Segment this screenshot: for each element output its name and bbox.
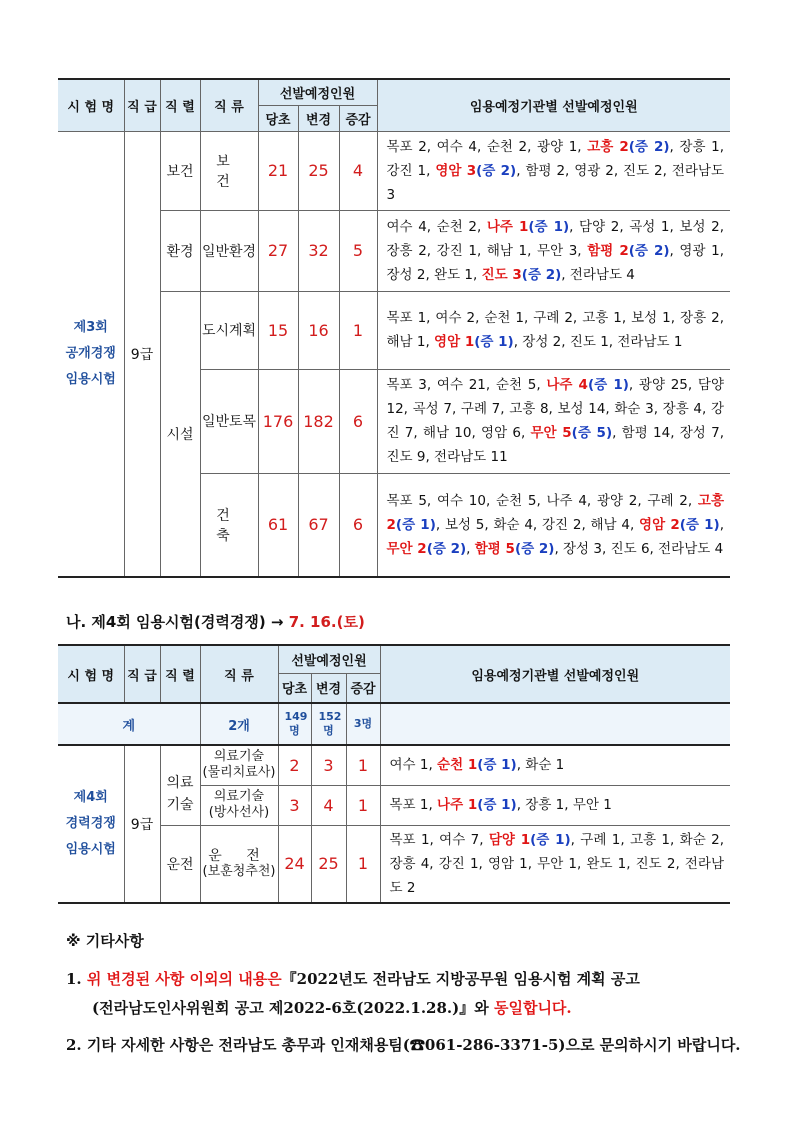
note-1-number: 1. (66, 970, 87, 988)
changed-cell: 4 (311, 785, 346, 825)
kind-line: 운 전 (208, 847, 270, 864)
header-kind: 직 류 (200, 79, 258, 131)
exam-name-line: 경력경쟁 (65, 816, 116, 831)
agency-text: , 구례 1, 고흥 1, 화순 2, 장흥 4, 강진 1, 영암 1, 무안 1, 완도 1, 진도 2, 전라남도 2 (389, 831, 724, 896)
agency-text: , 전라남도 4 (561, 266, 635, 283)
agency-text: , 보성 5, 화순 4, 강진 2, 해남 4, (435, 516, 640, 533)
changed-agency: 고흥 2 (587, 138, 629, 155)
changed-cell: 182 (298, 369, 339, 473)
increase-note: (증 1) (528, 218, 570, 235)
note-1-ref: 『2022년도 전라남도 지방공무원 임용시험 계획 공고 (281, 970, 640, 988)
changed-agency: 함평 2 (587, 242, 629, 259)
orig-cell: 2 (278, 745, 311, 785)
increase-note: (증 1) (679, 516, 720, 533)
header-detail: 임용예정기관별 선발예정인원 (377, 79, 730, 131)
changed-cell: 25 (311, 825, 346, 903)
increase-note: (증 1) (395, 516, 436, 533)
increase-note: (증 2) (628, 242, 670, 259)
agency-text: , 장흥 1, 강진 1, (386, 138, 724, 179)
total-label: 계 (58, 703, 200, 745)
increase-note: (증 2) (514, 540, 555, 557)
section-date: 7. 16.(토) (288, 613, 365, 631)
agency-text: 목포 2, 여수 4, 순천 2, 광양 1, (386, 138, 588, 155)
table-exam-4 (58, 644, 730, 904)
changed-cell: 67 (298, 473, 339, 577)
notes-section (66, 930, 756, 1060)
diff-cell: 5 (339, 210, 377, 291)
detail-cell (380, 825, 730, 903)
header-changed: 변경 (298, 105, 339, 131)
header-exam: 시 험 명 (58, 645, 124, 703)
series-cell (160, 745, 200, 825)
changed-cell: 32 (298, 210, 339, 291)
agency-text: 여수 4, 순천 2, (386, 218, 487, 235)
series-text-line: 의료기술 (166, 775, 194, 814)
agency-text: , 화순 1 (516, 757, 565, 774)
orig-cell: 27 (258, 210, 298, 291)
changed-cell: 3 (311, 745, 346, 785)
note-1-same: 동일합니다. (493, 999, 572, 1017)
total-diff: 3명 (346, 703, 380, 745)
grade-cell: 9급 (124, 131, 160, 577)
total-orig: 149명 (278, 703, 311, 745)
exam-name-line: 공개경쟁 (65, 345, 116, 361)
kind-cell (200, 785, 278, 825)
note-2: 2. 기타 자세한 사항은 전라남도 총무과 인재채용팀(☎061-286-3371-5)으로 문의하시기 바랍니다. (66, 1036, 741, 1054)
exam-name-cell (58, 745, 124, 903)
header-exam: 시 험 명 (58, 79, 124, 131)
note-1 (66, 965, 756, 994)
header-changed: 변경 (311, 673, 346, 703)
changed-agency: 담양 1 (488, 831, 531, 848)
changed-agency: 영암 1 (434, 334, 475, 350)
changed-agency: 진도 3 (481, 266, 522, 283)
note-1-cont (66, 994, 756, 1023)
agency-text: 목포 3, 여수 21, 순천 5, (386, 377, 547, 393)
orig-cell: 176 (258, 369, 298, 473)
header-planned: 선발예정인원 (258, 79, 377, 105)
header-series: 직 렬 (160, 645, 200, 703)
changed-agency: 나주 1 (486, 218, 529, 235)
section-title-text: 나. 제4회 임용시험(경력경쟁) → (66, 613, 289, 631)
agency-text: , 영광 1, 장성 2, 완도 1, (386, 242, 724, 283)
exam-name-line: 제4회 (73, 790, 108, 805)
kind-cell: 일반토목 (200, 369, 258, 473)
changed-cell: 16 (298, 291, 339, 369)
series-cell: 보건 (160, 131, 200, 210)
note-1-ref-cont: (전라남도인사위원회 공고 제2022-6호(2022.1.28.)』와 (92, 999, 494, 1017)
detail-cell (377, 210, 730, 291)
diff-cell: 1 (346, 825, 380, 903)
orig-cell: 15 (258, 291, 298, 369)
kind-line: (물리치료사) (202, 765, 276, 781)
changed-agency: 무안 2 (386, 540, 427, 557)
kind-cell: 도시계획 (200, 291, 258, 369)
exam-name-line: 임용시험 (65, 842, 116, 857)
kind-line: (보훈청추천) (202, 863, 276, 879)
exam-name-line: 임용시험 (65, 371, 116, 387)
detail-cell (377, 291, 730, 369)
header-diff: 증감 (339, 105, 377, 131)
changed-cell: 25 (298, 131, 339, 210)
series-cell: 환경 (160, 210, 200, 291)
agency-text: , (719, 516, 724, 533)
table-exam-3 (58, 78, 730, 578)
notes-heading: ※ 기타사항 (66, 932, 144, 950)
agency-text: , 광양 25, 담양 12, 곡성 7, 구례 7, 고흥 8, 보성 14, 화순 3, 장흥 4, 강진 7, 해남 10, 영암 6, (386, 377, 724, 441)
orig-cell: 21 (258, 131, 298, 210)
header-detail: 임용예정기관별 선발예정인원 (380, 645, 730, 703)
header-series: 직 렬 (160, 79, 200, 131)
diff-cell: 1 (346, 745, 380, 785)
changed-agency: 무안 5 (530, 425, 572, 441)
agency-text: 목포 1, 여수 2, 순천 1, 구례 2, 고흥 1, 보성 1, 장흥 2, 해남 1, (386, 310, 724, 350)
agency-text: , (466, 540, 475, 557)
section-title (66, 611, 365, 632)
grade-cell: 9급 (124, 745, 160, 903)
series-cell: 시설 (160, 291, 200, 577)
header-planned: 선발예정인원 (278, 645, 380, 673)
total-detail (380, 703, 730, 745)
increase-note: (증 2) (476, 162, 517, 179)
exam-name-cell (58, 131, 124, 577)
total-changed: 152명 (311, 703, 346, 745)
increase-note: (증 2) (628, 138, 670, 155)
orig-cell: 24 (278, 825, 311, 903)
note-1-lead: 위 변경된 사항 이외의 내용은 (86, 970, 282, 988)
header-diff: 증감 (346, 673, 380, 703)
kind-cell: 보 건 (200, 131, 258, 210)
diff-cell: 6 (339, 473, 377, 577)
agency-text: , 장흥 1, 무안 1 (516, 797, 612, 813)
header-orig: 당초 (278, 673, 311, 703)
detail-cell (377, 369, 730, 473)
detail-cell (380, 745, 730, 785)
increase-note: (증 5) (571, 425, 613, 441)
header-grade: 직 급 (124, 645, 160, 703)
increase-note: (증 1) (530, 831, 571, 848)
agency-text: 목포 5, 여수 10, 순천 5, 나주 4, 광양 2, 구례 2, (386, 492, 698, 509)
kind-line: 의료기술 (213, 749, 265, 765)
agency-text: , 장성 3, 진도 6, 전라남도 4 (554, 540, 724, 557)
agency-text: 여수 1, (389, 757, 438, 774)
agency-text: , 함평 14, 장성 7, 진도 9, 전라남도 11 (386, 425, 724, 465)
header-orig: 당초 (258, 105, 298, 131)
changed-agency: 영암 3 (435, 162, 477, 179)
total-kind: 2개 (200, 703, 278, 745)
orig-cell: 3 (278, 785, 311, 825)
agency-text: , 담양 2, 곡성 1, 보성 2, 장흥 2, 강진 1, 해남 1, 무안 3, (386, 218, 724, 259)
kind-line: 의료기술 (213, 789, 265, 804)
increase-note: (증 2) (521, 266, 562, 283)
increase-note: (증 1) (474, 334, 514, 350)
kind-cell (200, 825, 278, 903)
exam-name-line: 제3회 (73, 319, 108, 335)
header-grade: 직 급 (124, 79, 160, 131)
changed-agency: 순천 1 (437, 757, 478, 774)
diff-cell: 6 (339, 369, 377, 473)
increase-note: (증 1) (477, 757, 517, 774)
detail-cell (380, 785, 730, 825)
kind-cell: 일반환경 (200, 210, 258, 291)
diff-cell: 4 (339, 131, 377, 210)
changed-agency: 영암 2 (639, 516, 680, 533)
increase-note: (증 1) (587, 377, 629, 393)
diff-cell: 1 (346, 785, 380, 825)
diff-cell: 1 (339, 291, 377, 369)
detail-cell (377, 131, 730, 210)
kind-cell (200, 745, 278, 785)
series-cell: 운전 (160, 825, 200, 903)
changed-agency: 나주 4 (546, 377, 588, 393)
kind-cell: 건 축 (200, 473, 258, 577)
increase-note: (증 1) (477, 797, 517, 813)
changed-agency: 고흥 2 (386, 492, 724, 533)
orig-cell: 61 (258, 473, 298, 577)
changed-agency: 함평 5 (474, 540, 515, 557)
agency-text: , 함평 2, 영광 2, 진도 2, 전라남도 3 (386, 162, 725, 203)
agency-text: , 장성 2, 진도 1, 전라남도 1 (513, 334, 683, 350)
kind-line: (방사선사) (208, 805, 270, 820)
increase-note: (증 2) (426, 540, 467, 557)
changed-agency: 나주 1 (437, 797, 478, 813)
agency-text: 목포 1, 여수 7, (389, 831, 489, 848)
header-kind: 직 류 (200, 645, 278, 703)
detail-cell (377, 473, 730, 577)
agency-text: 목포 1, (389, 797, 438, 813)
